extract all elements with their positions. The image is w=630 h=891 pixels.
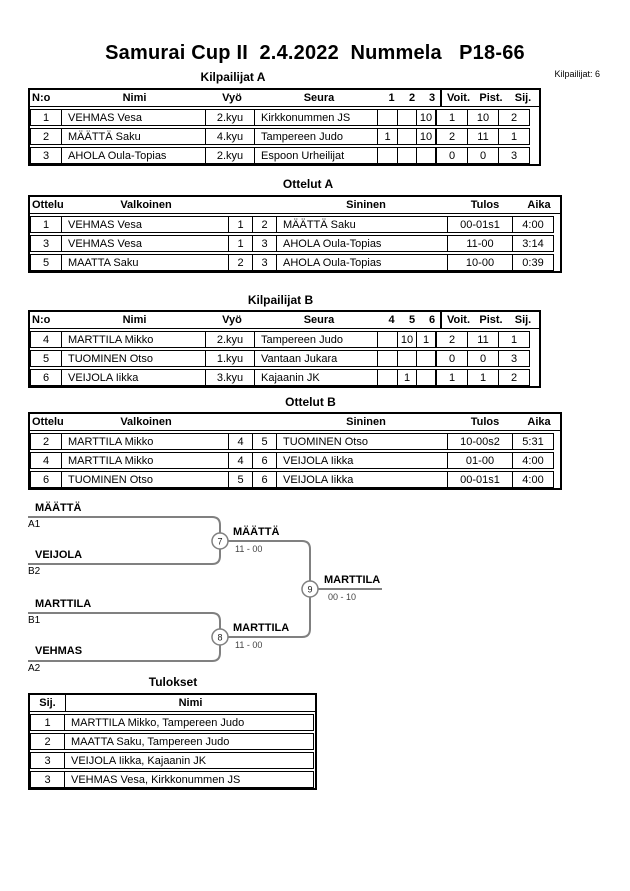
place-cell: 1: [498, 128, 530, 145]
score-cell: [377, 369, 398, 386]
bracket-winner-name: MARTTILA: [233, 622, 290, 634]
header-cell: Sij.: [514, 314, 532, 326]
results-table: [28, 693, 317, 790]
table-row: [30, 126, 539, 145]
header-cell: Tulos: [470, 199, 500, 211]
bracket-lines: [28, 498, 408, 676]
bracket-slot-name: VEIJOLA: [35, 549, 83, 561]
place-cell: 3: [30, 752, 65, 769]
table-header-row: [30, 312, 539, 329]
header-cell: Sininen: [346, 199, 386, 211]
header-cell: Seura: [303, 314, 335, 326]
header-cell: 2: [408, 92, 416, 104]
results-title: Tulokset: [148, 675, 198, 689]
header-cell: Aika: [527, 199, 551, 211]
header-cell: Vyö: [222, 314, 242, 326]
score-cell: 1: [377, 128, 398, 145]
page-title: Samurai Cup II 2.4.2022 Nummela P18-66: [105, 42, 525, 64]
bracket-winner-name: MÄÄTTÄ: [233, 526, 280, 538]
header-cell: 3: [428, 92, 436, 104]
pool-b-table: [28, 310, 541, 388]
table-row: [30, 252, 560, 271]
table-row: [30, 469, 560, 488]
club-cell: Espoon Urheilijat: [254, 147, 378, 164]
header-cell: Voit.: [442, 90, 475, 106]
table-row: [30, 367, 539, 386]
table-row: [30, 348, 539, 367]
name-cell: VEHMAS Vesa: [61, 109, 206, 126]
points-cell: 0: [467, 147, 499, 164]
name-cell: AHOLA Oula-Topias: [61, 147, 206, 164]
bracket-slot-name: MÄÄTTÄ: [35, 502, 82, 514]
club-cell: Tampereen Judo: [254, 128, 378, 145]
header-cell: Nimi: [122, 314, 147, 326]
name-cell: MARTTILA Mikko, Tampereen Judo: [64, 714, 314, 731]
bracket-seed: B2: [28, 566, 41, 577]
result-cell: 10-00s2: [447, 433, 513, 450]
white-name-cell: MARTTILA Mikko: [61, 433, 229, 450]
bracket-score: 11 - 00: [235, 544, 263, 554]
header-cell: Nimi: [122, 92, 147, 104]
header-cell: Tulos: [470, 416, 500, 428]
time-cell: 0:39: [512, 254, 554, 271]
header-cell: Sininen: [346, 416, 386, 428]
pool-b-title: Kilpailijat B: [247, 293, 314, 307]
table-header-row: [30, 695, 315, 712]
header-cell: Ottelu: [32, 416, 64, 428]
table-row: [30, 214, 560, 233]
col-no-cell: 3: [30, 147, 62, 164]
col-no-cell: 2: [30, 128, 62, 145]
blue-no-cell: 5: [252, 433, 277, 450]
result-cell: 11-00: [447, 235, 513, 252]
blue-name-cell: AHOLA Oula-Topias: [276, 254, 448, 271]
blue-name-cell: TUOMINEN Otso: [276, 433, 448, 450]
time-cell: 3:14: [512, 235, 554, 252]
place-cell: 3: [498, 147, 530, 164]
white-name-cell: MARTTILA Mikko: [61, 452, 229, 469]
score-cell: 10: [416, 109, 436, 126]
belt-cell: 1.kyu: [205, 350, 255, 367]
result-cell: 00-01s1: [447, 216, 513, 233]
header-cell: 5: [408, 314, 416, 326]
wins-cell: 0: [435, 147, 468, 164]
blue-name-cell: MÄÄTTÄ Saku: [276, 216, 448, 233]
place-cell: 3: [30, 771, 65, 788]
header-cell: [255, 197, 280, 213]
score-cell: [397, 350, 417, 367]
points-cell: 11: [467, 331, 499, 348]
score-cell: [377, 147, 398, 164]
belt-cell: 2.kyu: [205, 147, 255, 164]
bracket-score: 00 - 10: [328, 592, 357, 602]
name-cell: MAATTA Saku, Tampereen Judo: [64, 733, 314, 750]
matches-a-title: Ottelut A: [282, 177, 334, 191]
score-cell: [377, 331, 398, 348]
bracket-slot-name: MARTTILA: [35, 598, 92, 610]
score-cell: [397, 128, 417, 145]
white-name-cell: TUOMINEN Otso: [61, 471, 229, 488]
club-cell: Kirkkonummen JS: [254, 109, 378, 126]
wins-cell: 2: [435, 331, 468, 348]
place-cell: 1: [498, 331, 530, 348]
header-cell: [230, 414, 255, 430]
elimination-bracket: [28, 498, 408, 676]
match-no-cell: 4: [30, 452, 62, 469]
name-cell: VEIJOLA Iikka: [61, 369, 206, 386]
white-no-cell: 4: [228, 433, 253, 450]
match-no-cell: 2: [30, 433, 62, 450]
bracket-score: 11 - 00: [235, 640, 263, 650]
col-no-cell: 6: [30, 369, 62, 386]
name-cell: VEHMAS Vesa, Kirkkonummen JS: [64, 771, 314, 788]
table-row: [30, 450, 560, 469]
club-cell: Tampereen Judo: [254, 331, 378, 348]
score-cell: [377, 109, 398, 126]
table-row: [30, 769, 315, 788]
time-cell: 4:00: [512, 452, 554, 469]
name-cell: MARTTILA Mikko: [61, 331, 206, 348]
place-cell: 2: [498, 369, 530, 386]
header-cell: Sij.: [39, 697, 56, 709]
table-row: [30, 750, 315, 769]
bracket-seed: B1: [28, 615, 41, 626]
score-cell: [397, 109, 417, 126]
bracket-slot-name: VEHMAS: [35, 645, 83, 657]
matches-a-table: [28, 195, 562, 273]
header-cell: N:o: [32, 314, 51, 326]
match-number: 8: [217, 632, 223, 643]
blue-no-cell: 6: [252, 471, 277, 488]
white-no-cell: 1: [228, 235, 253, 252]
table-row: [30, 431, 560, 450]
header-cell: Seura: [303, 92, 335, 104]
header-cell: Sij.: [514, 92, 532, 104]
points-cell: 10: [467, 109, 499, 126]
header-cell: Pist.: [479, 314, 503, 326]
belt-cell: 4.kyu: [205, 128, 255, 145]
time-cell: 4:00: [512, 216, 554, 233]
matches-b-title: Ottelut B: [285, 395, 336, 409]
pool-a-table: [28, 88, 541, 166]
table-row: [30, 712, 315, 731]
white-no-cell: 2: [228, 254, 253, 271]
header-cell: 4: [388, 314, 395, 326]
col-no-cell: 5: [30, 350, 62, 367]
score-cell: 10: [416, 128, 436, 145]
place-cell: 2: [498, 109, 530, 126]
header-cell: Valkoinen: [120, 416, 172, 428]
bracket-winner-name: MARTTILA: [324, 574, 381, 586]
bracket-seed: A1: [28, 519, 41, 530]
table-row: [30, 329, 539, 348]
match-no-cell: 5: [30, 254, 62, 271]
place-cell: 3: [498, 350, 530, 367]
name-cell: VEIJOLA Iikka, Kajaanin JK: [64, 752, 314, 769]
match-no-cell: 3: [30, 235, 62, 252]
wins-cell: 1: [435, 369, 468, 386]
club-cell: Kajaanin JK: [254, 369, 378, 386]
header-cell: [255, 414, 280, 430]
blue-name-cell: VEIJOLA Iikka: [276, 471, 448, 488]
header-cell: Ottelu: [32, 199, 64, 211]
competitor-count: Kilpailijat: 6: [554, 69, 600, 79]
score-cell: [416, 350, 436, 367]
wins-cell: 2: [435, 128, 468, 145]
name-cell: TUOMINEN Otso: [61, 350, 206, 367]
place-cell: 1: [30, 714, 65, 731]
white-no-cell: 5: [228, 471, 253, 488]
club-cell: Vantaan Jukara: [254, 350, 378, 367]
score-cell: 1: [397, 369, 417, 386]
blue-no-cell: 3: [252, 254, 277, 271]
result-cell: 01-00: [447, 452, 513, 469]
header-cell: 1: [388, 92, 395, 104]
match-number: 7: [217, 536, 223, 547]
score-cell: 1: [416, 331, 436, 348]
table-row: [30, 145, 539, 164]
points-cell: 11: [467, 128, 499, 145]
match-number: 9: [307, 584, 313, 595]
header-cell: 6: [428, 314, 436, 326]
table-row: [30, 107, 539, 126]
blue-name-cell: VEIJOLA Iikka: [276, 452, 448, 469]
header-cell: Voit.: [442, 312, 475, 328]
time-cell: 4:00: [512, 471, 554, 488]
white-name-cell: VEHMAS Vesa: [61, 216, 229, 233]
blue-no-cell: 2: [252, 216, 277, 233]
time-cell: 5:31: [512, 433, 554, 450]
score-cell: [416, 369, 436, 386]
bracket-seed: A2: [28, 663, 41, 674]
score-cell: [377, 350, 398, 367]
match-no-cell: 6: [30, 471, 62, 488]
name-cell: MÄÄTTÄ Saku: [61, 128, 206, 145]
header-cell: Nimi: [65, 695, 315, 711]
table-header-row: [30, 197, 560, 214]
blue-no-cell: 6: [252, 452, 277, 469]
table-header-row: [30, 414, 560, 431]
blue-name-cell: AHOLA Oula-Topias: [276, 235, 448, 252]
header-cell: Vyö: [222, 92, 242, 104]
result-cell: 10-00: [447, 254, 513, 271]
score-cell: [397, 147, 417, 164]
place-cell: 2: [30, 733, 65, 750]
result-cell: 00-01s1: [447, 471, 513, 488]
matches-b-table: [28, 412, 562, 490]
table-row: [30, 233, 560, 252]
blue-no-cell: 3: [252, 235, 277, 252]
col-no-cell: 4: [30, 331, 62, 348]
score-cell: [416, 147, 436, 164]
white-no-cell: 4: [228, 452, 253, 469]
header-cell: Aika: [527, 416, 551, 428]
score-cell: 10: [397, 331, 417, 348]
belt-cell: 3.kyu: [205, 369, 255, 386]
table-header-row: [30, 90, 539, 107]
match-no-cell: 1: [30, 216, 62, 233]
belt-cell: 2.kyu: [205, 109, 255, 126]
belt-cell: 2.kyu: [205, 331, 255, 348]
header-cell: N:o: [32, 92, 51, 104]
white-no-cell: 1: [228, 216, 253, 233]
points-cell: 0: [467, 350, 499, 367]
wins-cell: 1: [435, 109, 468, 126]
pool-a-title: Kilpailijat A: [200, 70, 266, 84]
col-no-cell: 1: [30, 109, 62, 126]
points-cell: 1: [467, 369, 499, 386]
header-cell: [230, 197, 255, 213]
white-name-cell: MAATTA Saku: [61, 254, 229, 271]
white-name-cell: VEHMAS Vesa: [61, 235, 229, 252]
header-cell: Valkoinen: [120, 199, 172, 211]
table-row: [30, 731, 315, 750]
wins-cell: 0: [435, 350, 468, 367]
header-cell: Pist.: [479, 92, 503, 104]
